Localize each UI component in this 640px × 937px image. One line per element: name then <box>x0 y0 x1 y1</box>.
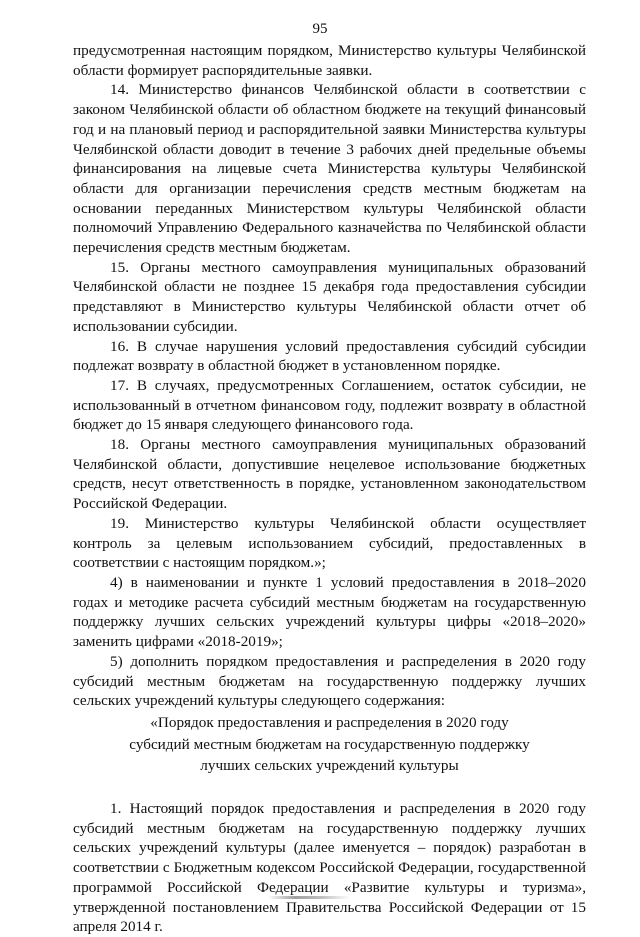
paragraph-18: 18. Органы местного самоуправления муниципальных образований Челябинской области, допустившие нецелевое использование бюджетных средств, несут ответственность в порядке, установленном законодательством Российской Федерации. <box>73 436 586 513</box>
paragraph-16: 16. В случае нарушения условий предоставления субсидий субсидии подлежат возврату в областной бюджет в установленном порядке. <box>73 337 586 375</box>
heading-line-3: лучших сельских учреждений культуры <box>200 757 459 775</box>
scan-artifact <box>268 896 350 899</box>
page-number: 95 <box>312 21 328 37</box>
heading-line-2: субсидий местным бюджетам на государственную поддержку <box>129 735 530 753</box>
paragraph-item-4: 4) в наименовании и пункте 1 условий предоставления в 2018–2020 годах и методике расчета субсидий местным бюджетам на государственную поддержку лучших сельских учреждений культуры цифры «2018–2020» заменить цифрами «2018-2019»; <box>73 573 586 651</box>
paragraph-19: 19. Министерство культуры Челябинской области осуществляет контроль за целевым использованием субсидий, предоставленных в соответствии с настоящим порядком.»; <box>73 514 586 572</box>
paragraph-new-1: 1. Настоящий порядок предоставления и распределения в 2020 году субсидий местным бюджетам на государственную поддержку лучших сельских учреждений культуры (далее именуется – порядок) разработан в соответствии с Бюджетным кодексом Российской Федерации, государственной программой Российской Федерации «Развитие культуры и туризма», утвержденной постановлением Правительства Российской Федерации от 15 апреля 2014 г. <box>73 800 586 936</box>
paragraph-continuation: предусмотренная настоящим порядком, Министерство культуры Челябинской области формирует распорядительные заявки. <box>73 42 586 79</box>
paragraph-17: 17. В случаях, предусмотренных Соглашением, остаток субсидии, не использованный в отчетном финансовом году, подлежит возврату в областной бюджет до 15 января следующего финансового года. <box>73 376 586 434</box>
heading-line-1: «Порядок предоставления и распределения в 2020 году <box>150 713 509 731</box>
document-body <box>73 41 586 937</box>
paragraph-14: 14. Министерство финансов Челябинской области в соответствии с законом Челябинской области об областном бюджете на текущий финансовый год и на плановый период и распорядительной заявки Министерства культуры Челябинской области доводит в течение 3 рабочих дней предельные объемы финансирования на лицевые счета Министерства культуры Челябинской области для организации перечисления средств местным бюджетам на основании переданных Министерством культуры Челябинской области полномочий Управлению Федерального казначейства по Челябинской области перечисления средств местным бюджетам. <box>73 81 586 257</box>
paragraph-item-5: 5) дополнить порядком предоставления и распределения в 2020 году субсидий местным бюджетам на государственную поддержку лучших сельских учреждений культуры следующего содержания: <box>73 652 586 710</box>
section-heading <box>73 713 586 776</box>
paragraph-15: 15. Органы местного самоуправления муниципальных образований Челябинской области не позднее 15 декабря года предоставления субсидии представляют в Министерство культуры Челябинской области отчет об использовании субсидии. <box>73 258 586 335</box>
